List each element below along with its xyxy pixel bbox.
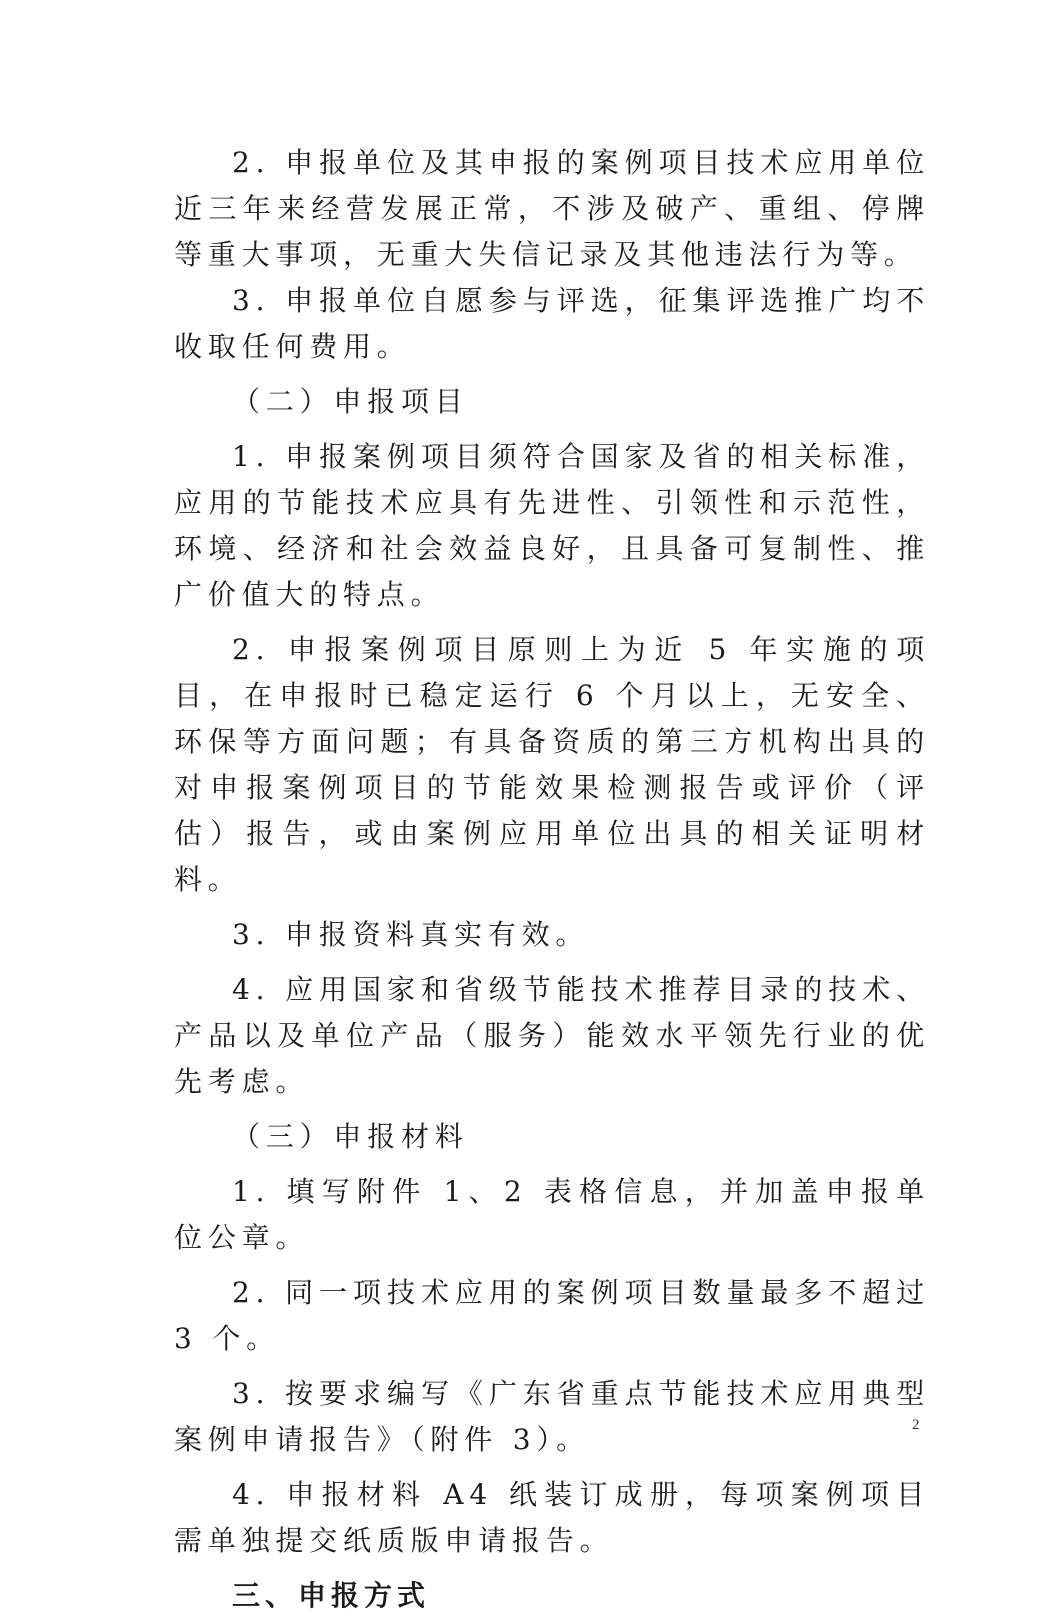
paragraph-eligibility-3: 3. 申报单位自愿参与评选，征集评选推广均不收取任何费用。 (174, 284, 930, 363)
subheading-materials: （三）申报材料 (232, 1120, 469, 1153)
paragraph-materials-4: 4. 申报材料 A4 纸装订成册，每项案例项目需单独提交纸质版申请报告。 (174, 1478, 930, 1557)
section-heading-submission-method: 三、申报方式 (232, 1579, 431, 1612)
paragraph-project-3: 3. 申报资料真实有效。 (232, 918, 590, 951)
paragraph-materials-3: 3. 按要求编写《广东省重点节能技术应用典型案例申请报告》（附件 3）。 (174, 1377, 930, 1456)
subheading-project: （二）申报项目 (232, 385, 469, 418)
paragraph-eligibility-2: 2. 申报单位及其申报的案例项目技术应用单位近三年来经营发展正常，不涉及破产、重组、停牌等重大事项，无重大失信记录及其他违法行为等。 (174, 146, 930, 271)
paragraph-project-4: 4. 应用国家和省级节能技术推荐目录的技术、产品以及单位产品（服务）能效水平领先行业的优先考虑。 (174, 973, 930, 1098)
paragraph-project-1: 1. 申报案例项目须符合国家及省的相关标准，应用的节能技术应具有先进性、引领性和示范性，环境、经济和社会效益良好，且具备可复制性、推广价值大的特点。 (174, 440, 930, 611)
paragraph-project-2: 2. 申报案例项目原则上为近 5 年实施的项目，在申报时已稳定运行 6 个月以上，无安全、环保等方面问题；有具备资质的第三方机构出具的对申报案例项目的节能效果检测报告或评价（评估）报告，或由案例应用单位出具的相关证明材料。 (174, 633, 930, 896)
paragraph-materials-2: 2. 同一项技术应用的案例项目数量最多不超过 3 个。 (174, 1276, 930, 1355)
paragraph-materials-1: 1. 填写附件 1、2 表格信息，并加盖申报单位公章。 (174, 1175, 930, 1254)
page-number: 2 (912, 1417, 920, 1433)
page-body (174, 140, 930, 1619)
